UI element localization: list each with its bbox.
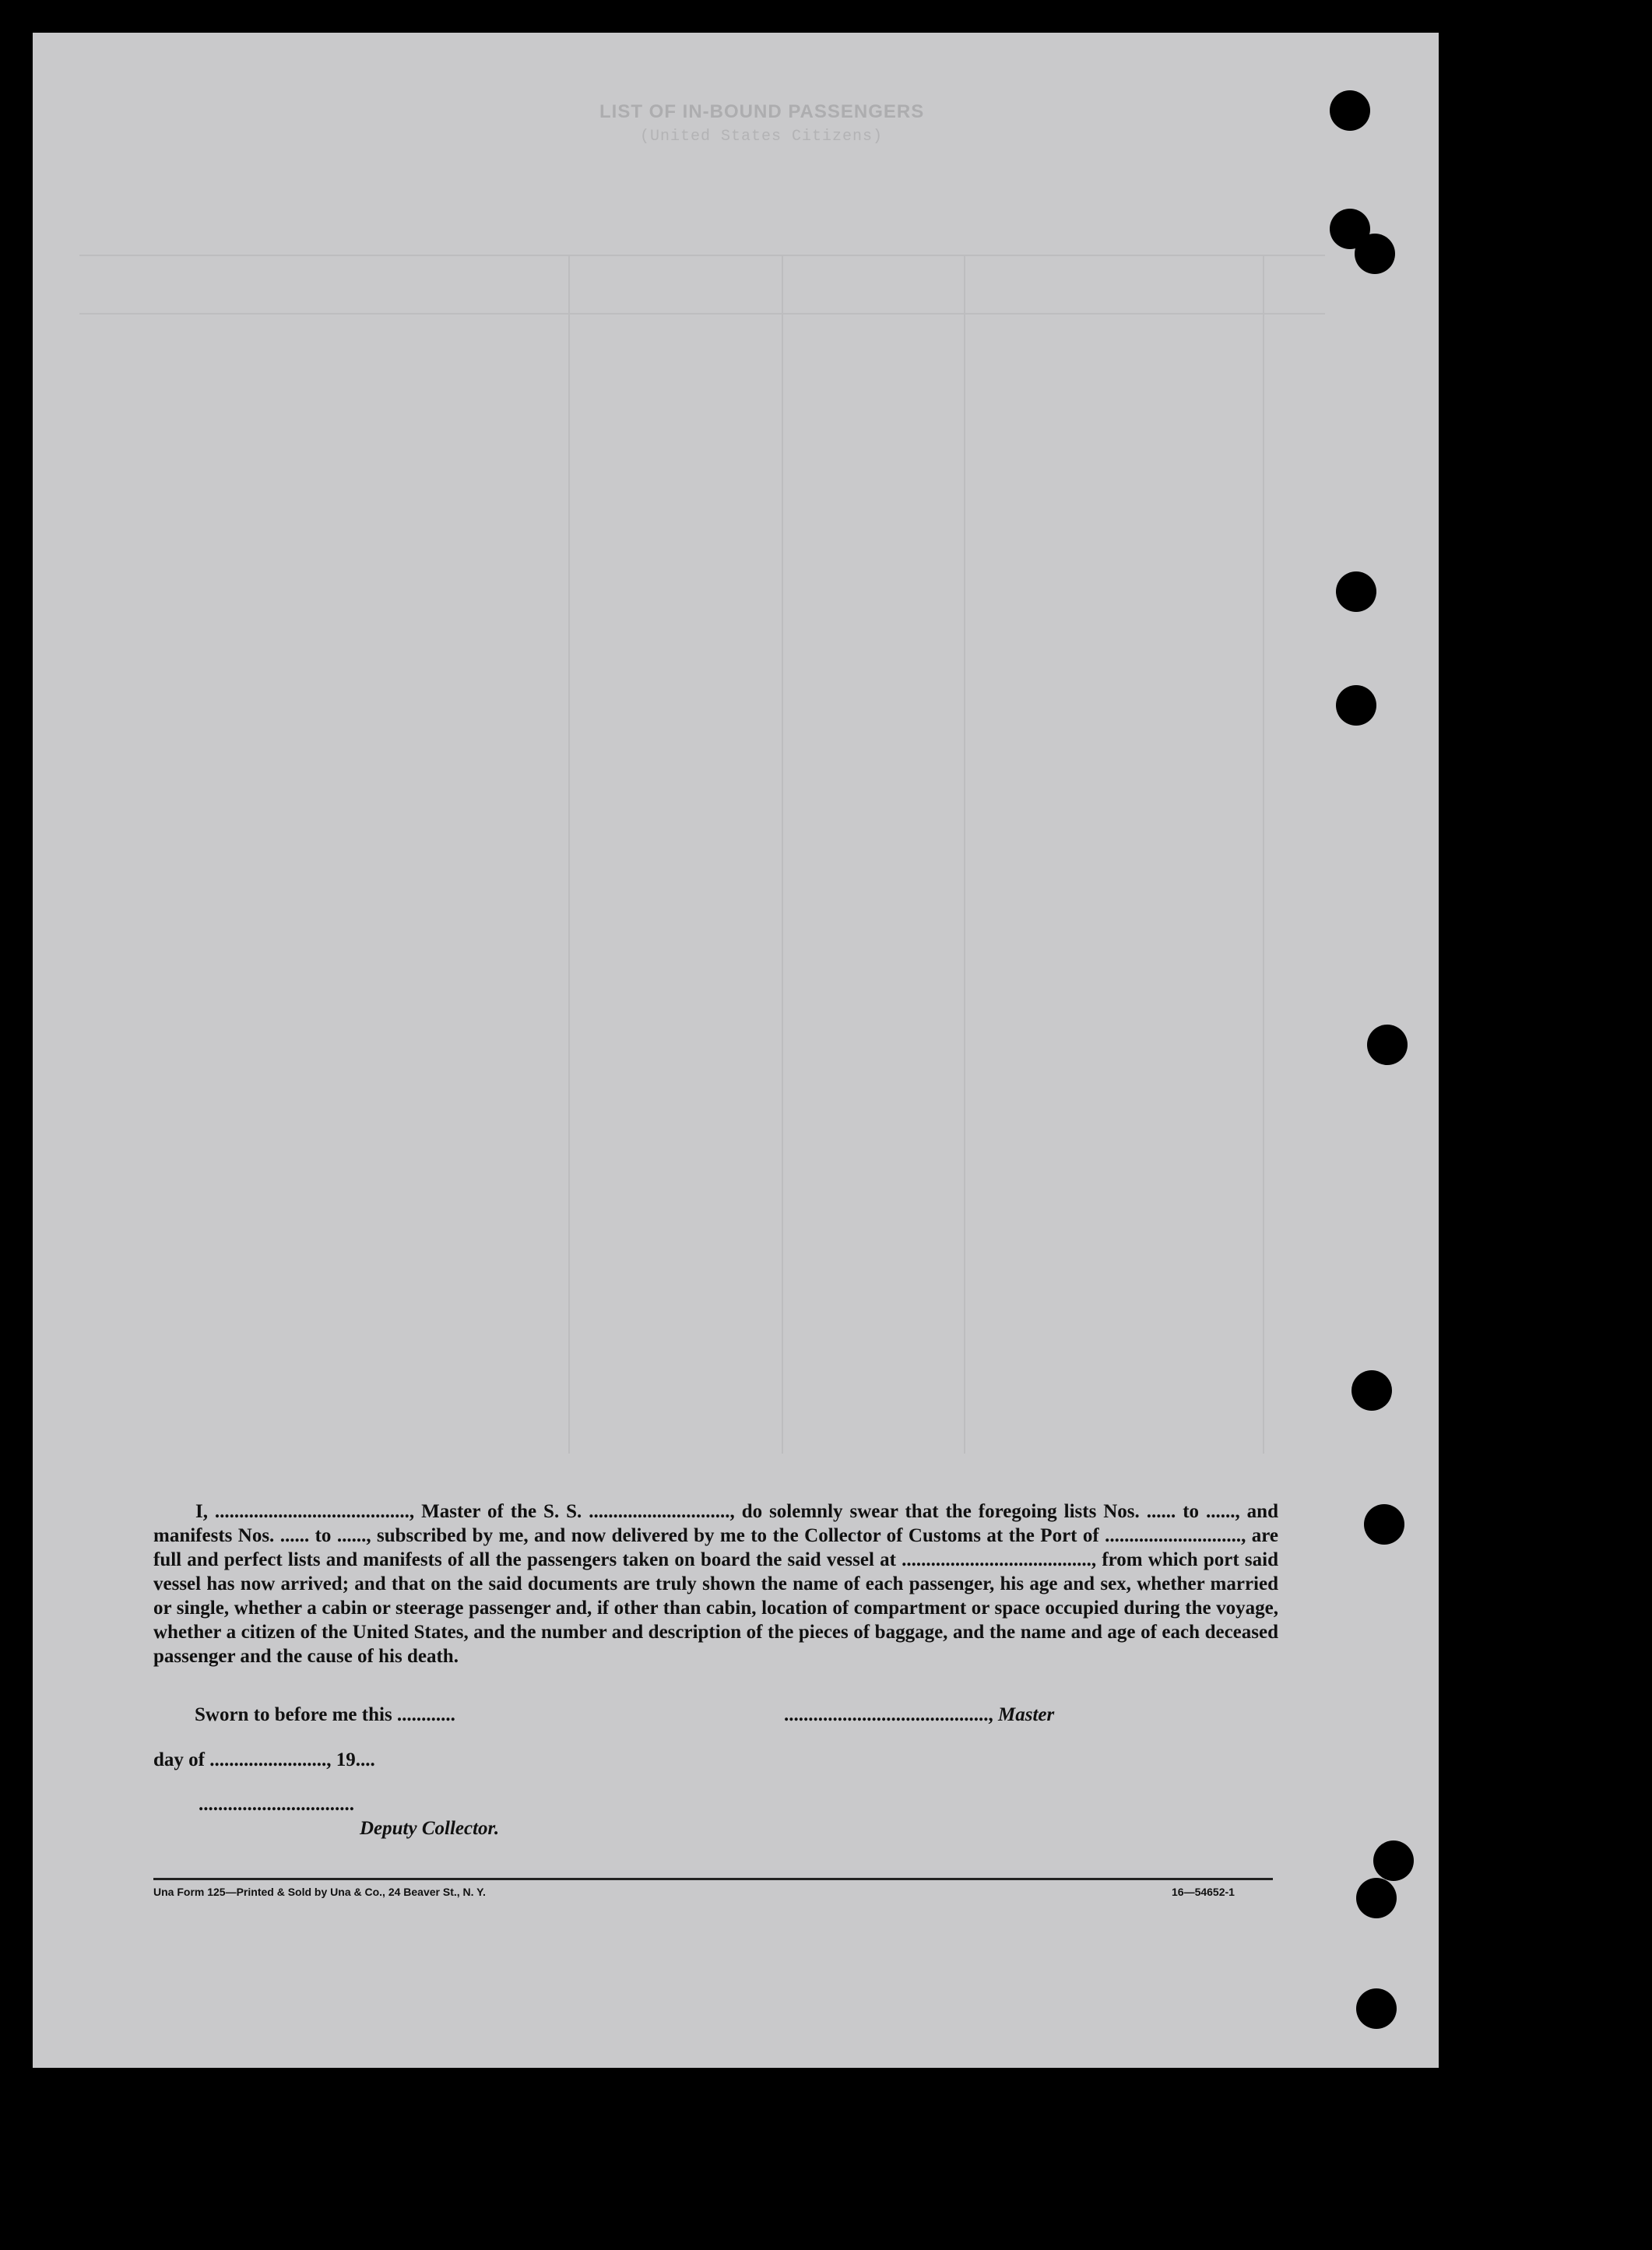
punch-hole [1336,685,1376,726]
master-signature-line [784,1704,1054,1726]
punch-hole [1356,1988,1397,2029]
collector-dots: ................................ [199,1794,354,1815]
punch-hole [1336,571,1376,612]
punch-hole [1356,1878,1397,1918]
day-of-line: day of ........................, 19.... [153,1749,375,1770]
footer-rule [153,1878,1273,1880]
punch-hole [1330,90,1370,131]
document-sheet [33,33,1439,2068]
bleed-title: LIST OF IN-BOUND PASSENGERS [599,101,925,122]
oath-declaration [153,1499,1278,1668]
master-dots: .........................................., [784,1704,993,1725]
declaration-text: I, ........................................, Master of the S. S. ............................., do solemnly swear that the foregoing lists Nos. ...... to ......, and manifests Nos. ...... to ......, subscribed by me, and now delivered by me to the Collector of Customs at the Port of ............................, are full and perfect lists and manifests of all the passengers taken on board the said vessel at ......................................., from which port said vessel has now arrived; and that on the said documents are truly shown the name of each passenger, his age and sex, whether married or single, whether a cabin or steerage passenger and, if other than cabin, location of compartment or space occupied during the voyage, whether a citizen of the United States, and the number and description of the pieces of baggage, and the name and age of each deceased passenger and the cause of his death. [153,1501,1278,1667]
bleed-rule [79,255,1325,256]
punch-hole [1373,1840,1414,1881]
bleed-column-line [568,255,570,1454]
printer-imprint: Una Form 125—Printed & Sold by Una & Co., 24 Beaver St., N. Y. [153,1886,486,1898]
punch-hole [1367,1025,1408,1065]
bleed-column-line [1263,255,1264,1454]
deputy-collector-label: Deputy Collector. [360,1818,500,1839]
bleed-column-line [964,255,965,1454]
bleed-subtitle: (United States Citizens) [640,128,884,146]
form-number: 16—54652-1 [1172,1886,1235,1898]
punch-hole [1351,1370,1392,1411]
punch-hole [1355,234,1395,274]
bleed-rule [79,313,1325,315]
bleed-column-line [782,255,783,1454]
punch-hole [1364,1504,1404,1545]
master-label: Master [998,1704,1055,1725]
sworn-line: Sworn to before me this ............ [195,1704,455,1725]
